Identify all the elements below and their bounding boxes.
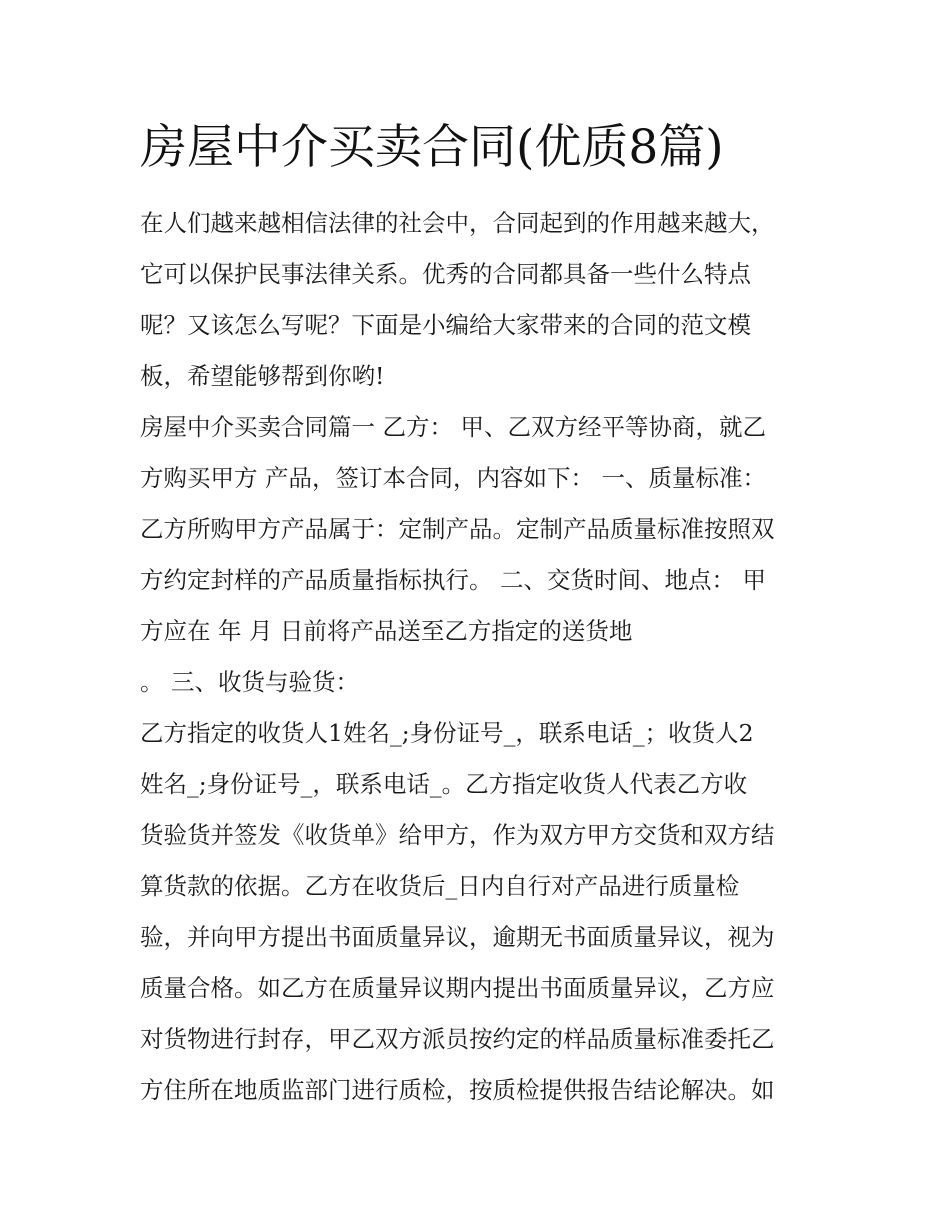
paragraph-line: 方应在 年 月 日前将产品送至乙方指定的送货地 [140,617,633,645]
paragraph-line: 呢？又该怎么写呢？下面是小编给大家带来的合同的范文模 [140,311,751,339]
paragraph-line: 姓名_;身份证号_，联系电话_。乙方指定收货人代表乙方收 [140,770,748,798]
paragraph-line: 方住所在地质监部门进行质检，按质检提供报告结论解决。如 [140,1076,775,1104]
paragraph-line: 货验货并签发《收货单》给甲方，作为双方甲方交货和双方结 [140,821,775,849]
paragraph-line: 方约定封样的产品质量指标执行。 二、交货时间、地点： 甲 [140,566,766,594]
paragraph-line: 验，并向甲方提出书面质量异议，逾期无书面质量异议，视为 [140,923,775,951]
paragraph-line: 乙方指定的收货人1姓名_;身份证号_，联系电话_；收货人2 [140,719,754,747]
paragraph-line: 对货物进行封存，甲乙双方派员按约定的样品质量标准委托乙 [140,1025,775,1053]
paragraph-line: 。 三、收货与验货： [140,668,359,696]
paragraph-line: 板，希望能够帮到你哟! [140,362,385,390]
paragraph-line: 方购买甲方 产品，签订本合同，内容如下： 一、质量标准： [140,464,766,492]
paragraph-line: 房屋中介买卖合同篇一 乙方： 甲、乙双方经平等协商，就乙 [140,413,766,441]
paragraph-line: 乙方所购甲方产品属于：定制产品。定制产品质量标准按照双 [140,515,775,543]
document-title: 房屋中介买卖合同(优质8篇) [140,120,724,175]
paragraph-line: 算货款的依据。乙方在收货后_日内自行对产品进行质量检 [140,872,740,900]
paragraph-line: 质量合格。如乙方在质量异议期内提出书面质量异议，乙方应 [140,974,775,1002]
paragraph-line: 在人们越来越相信法律的社会中，合同起到的作用越来越大， [140,209,775,237]
paragraph-line: 它可以保护民事法律关系。优秀的合同都具备一些什么特点 [140,260,751,288]
